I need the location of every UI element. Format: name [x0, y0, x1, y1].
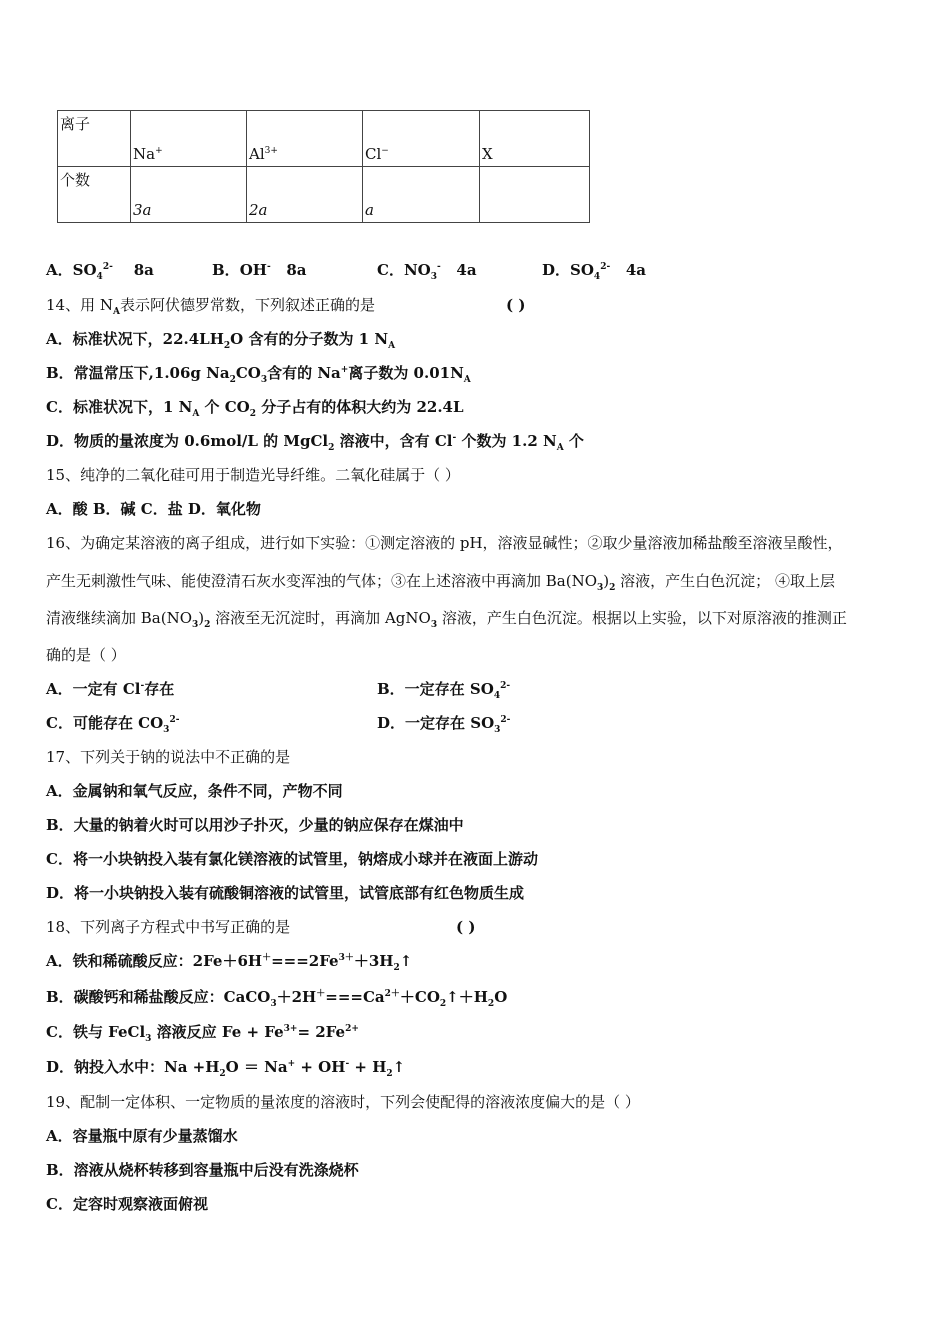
table-cell — [247, 111, 363, 167]
q14-stem: 14、用 $N_A$表示阿伏德罗常数，下列叙述正确的是 — [46, 296, 375, 317]
table-cell — [131, 111, 247, 167]
q18-option-d: D．钠投入水中：$Na +H_2O = Na^+ + OH^-$ + $H_2↑$ — [46, 1058, 406, 1079]
q18-option-a: A．铁和稀硫酸反应：$2Fe+6H^+===2Fe^{3+}+3H_2↑$ — [46, 952, 413, 973]
ion-table — [57, 110, 590, 223]
q19-option-c: C．定容时观察液面俯视 — [46, 1195, 208, 1213]
q18-option-b: B．碳酸钙和稀盐酸反应：$CaCO_3+2H^+===Ca^{2+}+CO_2↑+H_2O$ — [46, 988, 508, 1009]
q13-option-a: A．$SO_4^{2-}$ 8a — [46, 261, 154, 282]
row-label-count: 个数 — [60, 171, 91, 189]
q16-stem-line1: 16、为确定某溶液的离子组成，进行如下实验：①测定溶液的 pH，溶液显碱性；②取少量溶液加稀盐酸至溶液呈酸性， — [46, 534, 843, 552]
ion-x: X — [482, 145, 493, 163]
table-cell — [480, 167, 590, 223]
count-cl: a — [365, 201, 374, 219]
q19-stem: 19、配制一定体积、一定物质的量浓度的溶液时，下列会使配得的溶液浓度偏大的是（ ） — [46, 1093, 640, 1111]
row-label-ion: 离子 — [60, 115, 91, 133]
table-cell — [363, 111, 480, 167]
q18-paren: ( ) — [456, 918, 476, 936]
q17-option-d: D．将一小块钠投入装有硫酸铜溶液的试管里，试管底部有红色物质生成 — [46, 884, 525, 902]
q14-option-b: B．常温常压下,1.06g $Na_2CO_3$含有的 Na+离子数为 $0.01N_A$ — [46, 364, 471, 385]
q14-paren: ( ) — [506, 296, 526, 314]
q16-stem-line4: 确的是（ ） — [46, 646, 126, 664]
q13-option-b: B．OH- 8a — [212, 261, 307, 279]
q17-option-a: A．金属钠和氧气反应，条件不同，产物不同 — [46, 782, 343, 800]
ion-cl: Cl− — [365, 145, 389, 163]
q17-option-b: B．大量的钠着火时可以用沙子扑灭，少量的钠应保存在煤油中 — [46, 816, 464, 834]
q19-option-b: B．溶液从烧杯转移到容量瓶中后没有洗涤烧杯 — [46, 1161, 359, 1179]
q16-option-a: A．一定有 Cl-存在 — [46, 680, 175, 698]
q16-option-d: D．一定存在 $SO_3^{2-}$ — [377, 714, 511, 735]
table-header-cell — [58, 167, 131, 223]
q15-stem: 15、纯净的二氧化硅可用于制造光导纤维。二氧化硅属于（ ） — [46, 466, 460, 484]
q14-option-c: C．标准状况下，1 $N_A$ 个 $CO_2$ 分子占有的体积大约为 22.4L — [46, 398, 464, 419]
q16-option-c: C．可能存在 $CO_3^{2-}$ — [46, 714, 180, 735]
table-header-cell — [58, 111, 131, 167]
q14-option-a: A．标准状况下，$22.4LH_2O$ 含有的分子数为 1 $N_A$ — [46, 330, 396, 351]
table-cell — [363, 167, 480, 223]
q13-option-c: C．$NO_3^-$ 4a — [377, 261, 477, 282]
q16-option-b: B．一定存在 $SO_4^{2-}$ — [377, 680, 511, 701]
q17-option-c: C．将一小块钠投入装有氯化镁溶液的试管里，钠熔成小球并在液面上游动 — [46, 850, 538, 868]
count-al: 2a — [249, 201, 268, 219]
q15-options: A．酸 B．碱 C．盐 D．氧化物 — [46, 500, 261, 518]
table-cell — [247, 167, 363, 223]
q13-option-d: D．$SO_4^{2-}$ 4a — [542, 261, 647, 282]
q18-stem: 18、下列离子方程式中书写正确的是 — [46, 918, 291, 936]
q19-option-a: A．容量瓶中原有少量蒸馏水 — [46, 1127, 238, 1145]
table-cell — [480, 111, 590, 167]
q17-stem: 17、下列关于钠的说法中不正确的是 — [46, 748, 291, 766]
ion-al: $Al^{3+}$ — [249, 145, 278, 163]
q14-option-d: D．物质的量浓度为 0.6mol/L 的 MgCl$_2$ 溶液中，含有 Cl- 个数为 1.2 $N_A$ 个 — [46, 432, 584, 453]
table-cell — [131, 167, 247, 223]
q16-stem-line2: 产生无刺激性气味、能使澄清石灰水变浑浊的气体；③在上述溶液中再滴加 $Ba(NO_3)_2$ 溶液，产生白色沉淀； ④取上层 — [46, 572, 835, 593]
q18-option-c: C．铁与 FeCl$_3$ 溶液反应 $Fe + Fe^{3+}= 2Fe^{2+}$ — [46, 1023, 359, 1044]
q16-stem-line3: 清液继续滴加 $Ba(NO_3)_2$ 溶液至无沉淀时，再滴加 AgNO$_3$ 溶液，产生白色沉淀。根据以上实验，以下对原溶液的推测正 — [46, 609, 847, 630]
ion-na: Na+ — [133, 145, 163, 163]
count-na: 3a — [133, 201, 152, 219]
